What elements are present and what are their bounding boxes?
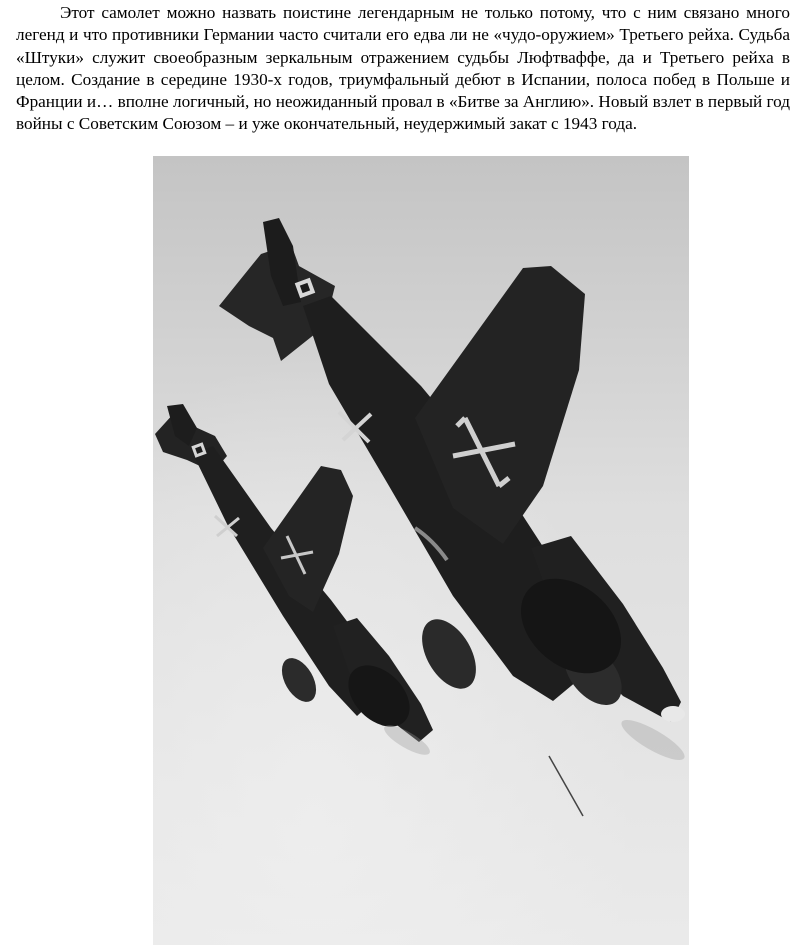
sky-haze bbox=[153, 156, 689, 945]
article-paragraph: Этот самолет можно назвать поистине легендарным не только потому, что с ним связано много легенд и что противники Германии часто считали его едва ли не «чудо-оружием» Третьего рейха. Судьба «Штуки» служит своеобразным зеркальным отражением судьбы Люфтваффе, да и Третьего рейха в целом. Создание в середине 1930-х годов, триумфальный дебют в Испании, полоса побед в Польше и Франции и… вполне логичный, но неожиданный провал в «Битве за Англию». Новый взлет в первый год войны с Советским Союзом – и уже окончательный, неудержимый закат с 1943 года. bbox=[16, 3, 790, 134]
aircraft-large-spinner bbox=[661, 706, 685, 722]
aircraft-photo bbox=[153, 156, 689, 945]
